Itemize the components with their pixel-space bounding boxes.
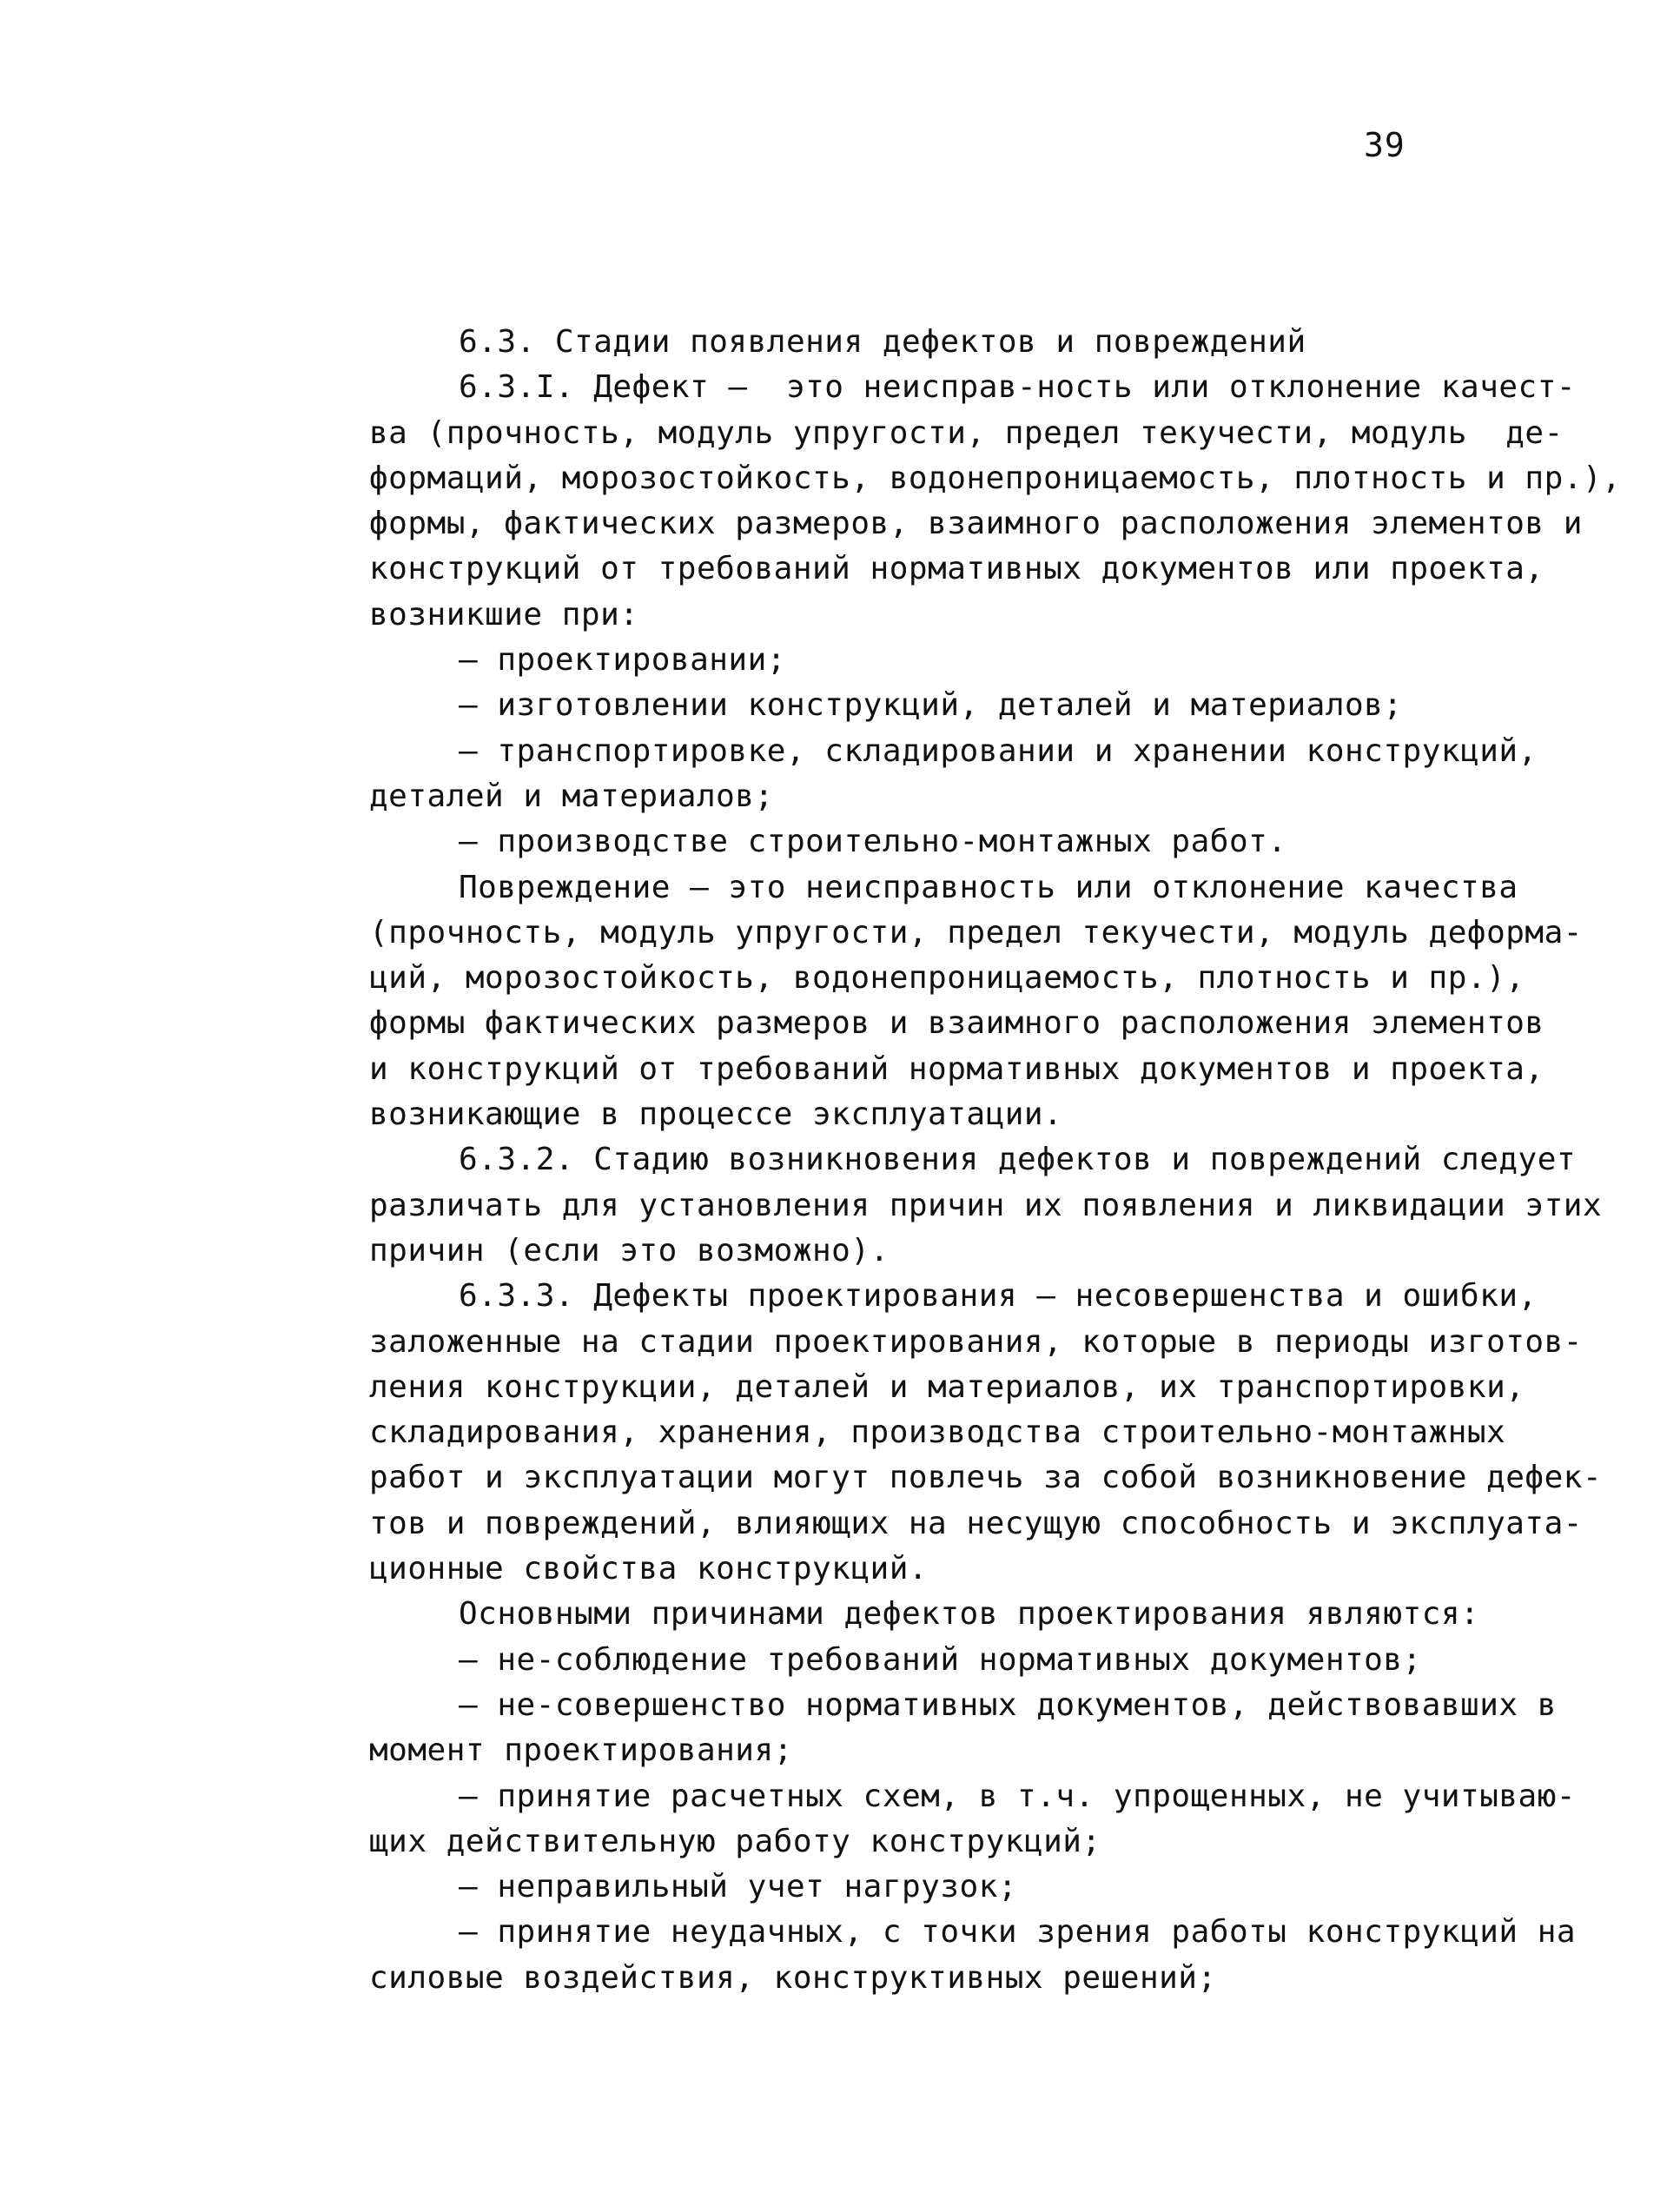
text-line: деталей и материалов; [369,778,774,814]
text-line: 6.3. Стадии появления дефектов и повреждений [459,324,1306,360]
text-line: различать для установления причин их появления и ликвидации этих [369,1187,1603,1223]
text-line: – принятие неудачных, с точки зрения работы конструкций на [459,1914,1577,1951]
text-line: 6.3.2. Стадию возникновения дефектов и повреждений следует [459,1142,1577,1178]
text-line: щих действительную работу конструкций; [369,1823,1101,1859]
text-line: заложенные на стадии проектирования, которые в периоды изготов- [369,1323,1583,1360]
text-line: формаций, морозостойкость, водонепроницаемость, плотность и пр.), [369,460,1622,496]
text-line: – не-совершенство нормативных документов, действовавших в [459,1686,1557,1723]
text-line: возникшие при: [369,596,639,633]
text-line: конструкций от требований нормативных документов или проекта, [369,551,1544,587]
text-line: тов и повреждений, влияющих на несущую способность и эксплуата- [369,1505,1583,1541]
text-line: – транспортировке, складировании и хранении конструкций, [459,732,1538,769]
text-line: – не-соблюдение требований нормативных документов; [459,1641,1422,1678]
text-line: (прочность, модуль упругости, предел текучести, модуль деформа- [369,914,1583,951]
text-line: 6.3.I. Дефект – это неисправ-ность или отклонение качест- [459,369,1577,406]
text-line: ций, морозостойкость, водонепроницаемость, плотность и пр.), [369,960,1525,997]
text-line: – неправильный учет нагрузок; [459,1869,1018,1905]
text-line: – производстве строительно-монтажных работ. [459,824,1287,860]
text-line: ва (прочность, модуль упругости, предел текучести, модуль де- [369,414,1564,451]
text-line: причин (если это возможно). [369,1232,890,1269]
text-line: и конструкций от требований нормативных документов и проекта, [369,1050,1544,1087]
text-line: ционные свойства конструкций. [369,1551,929,1587]
text-line: момент проектирования; [369,1732,793,1769]
text-line: ления конструкции, деталей и материалов, их транспортировки, [369,1368,1525,1405]
body-text [369,320,1622,2001]
page-number: 39 [1364,126,1406,164]
text-line: формы, фактических размеров, взаимного расположения элементов и [369,506,1583,542]
text-line: работ и эксплуатации могут повлечь за собой возникновение дефек- [369,1460,1603,1496]
text-line: – проектировании; [459,642,786,679]
text-line: – принятие расчетных схем, в т.ч. упрощенных, не учитываю- [459,1778,1577,1814]
text-line: – изготовлении конструкций, деталей и материалов; [459,687,1403,724]
text-line: силовые воздействия, конструктивных решений; [369,1959,1217,1996]
text-line: 6.3.3. Дефекты проектирования – несовершенства и ошибки, [459,1278,1538,1315]
text-line: возникающие в процессе эксплуатации. [369,1096,1063,1133]
text-line: Основными причинами дефектов проектирования являются: [459,1596,1480,1633]
text-line: складирования, хранения, производства строительно-монтажных [369,1414,1506,1451]
text-line: Повреждение – это неисправность или отклонение качества [459,869,1518,905]
text-line: формы фактических размеров и взаимного расположения элементов [369,1005,1544,1042]
